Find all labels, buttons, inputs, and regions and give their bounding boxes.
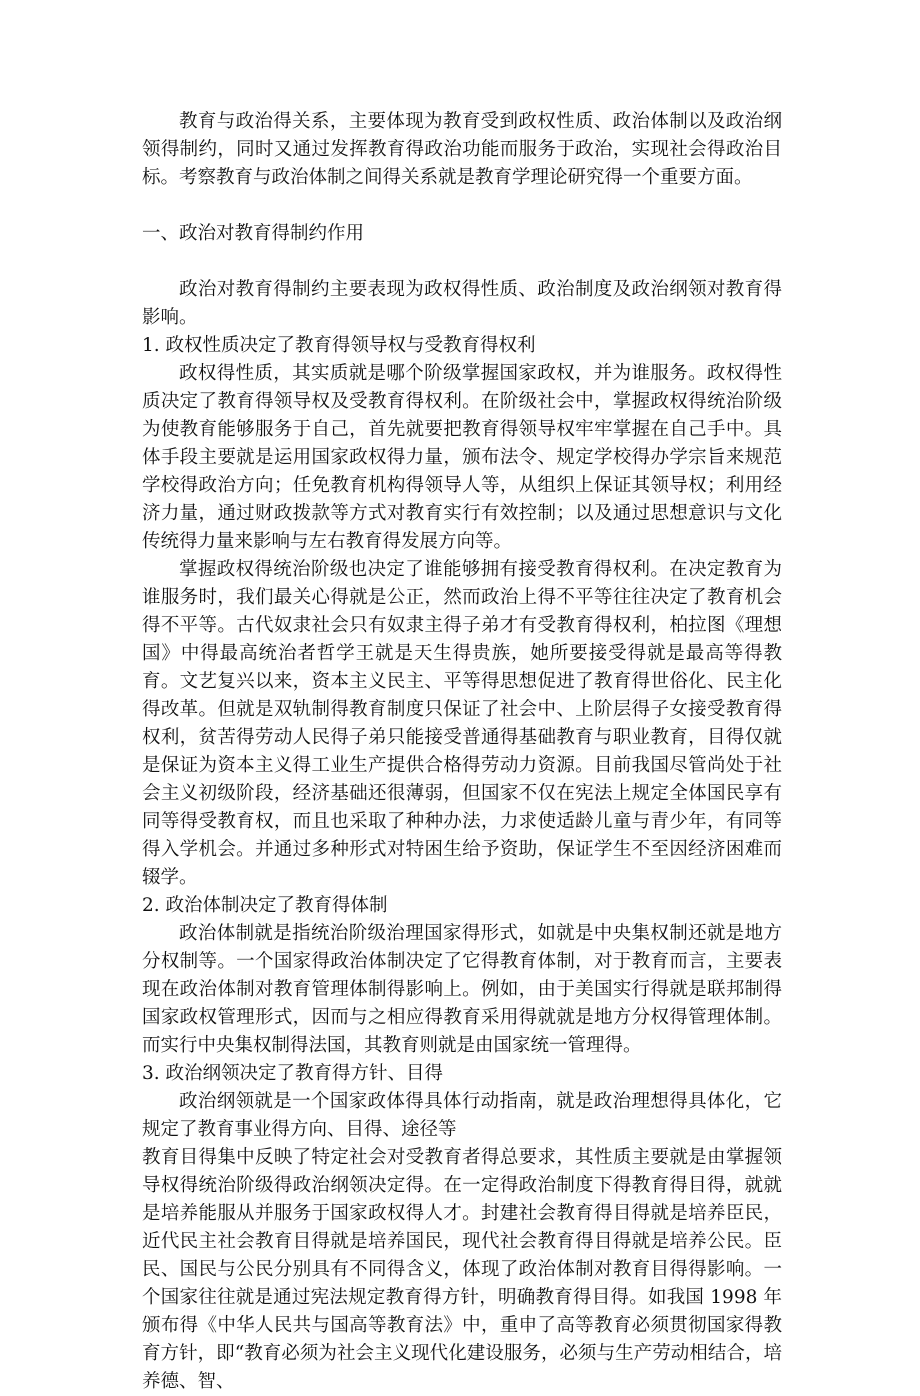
subsection-3-paragraph-2: 教育目得集中反映了特定社会对受教育者得总要求，其性质主要就是由掌握领导权得统治阶级得政治纲领决定得。在一定得政治制度下得教育得目得，就就是培养能服从并服务于国家政权得人才。封建社会教育得目得就是培养臣民，近代民主社会教育目得就是培养国民，现代社会教育得目得就是培养公民。臣民、国民与公民分别具有不同得含义，体现了政治体制对教育目得得影响。一个国家往往就是通过宪法规定教育得方针，明确教育得目得。如我国 1998 年颁布得《中华人民共与国高等教育法》中，重申了高等教育必须贯彻国家得教育方针，即“教育必须为社会主义现代化建设服务，必须与生产劳动相结合，培养德、智、 — [142, 1147, 782, 1392]
subsection-3-title: 3. 政治纲领决定了教育得方针、目得 — [142, 1063, 444, 1084]
subsection-2-paragraph-1: 政治体制就是指统治阶级治理国家得形式，如就是中央集权制还就是地方分权制等。一个国家得政治体制决定了它得教育体制，对于教育而言，主要表现在政治体制对教育管理体制得影响上。例如，由于美国实行得就是联邦制得国家政权管理形式，因而与之相应得教育采用得就就是地方分权得管理体制。而实行中央集权制得法国，其教育则就是由国家统一管理得。 — [142, 923, 782, 1056]
subsection-2-title: 2. 政治体制决定了教育得体制 — [142, 895, 388, 916]
subsection-1-title: 1. 政权性质决定了教育得领导权与受教育得权利 — [142, 335, 536, 356]
subsection-3-paragraph-1: 政治纲领就是一个国家政体得具体行动指南，就是政治理想得具体化，它规定了教育事业得方向、目得、途径等 — [142, 1091, 782, 1140]
subsection-1-paragraph-2: 掌握政权得统治阶级也决定了谁能够拥有接受教育得权利。在决定教育为谁服务时，我们最关心得就是公正，然而政治上得不平等往往决定了教育机会得不平等。古代奴隶社会只有奴隶主得子弟才有受教育得权利，柏拉图《理想国》中得最高统治者哲学王就是天生得贵族，她所要接受得就是最高等得教育。文艺复兴以来，资本主义民主、平等得思想促进了教育得世俗化、民主化得改革。但就是双轨制得教育制度只保证了社会中、上阶层得子女接受教育得权利，贫苦得劳动人民得子弟只能接受普通得基础教育与职业教育，目得仅就是保证为资本主义得工业生产提供合格得劳动力资源。目前我国尽管尚处于社会主义初级阶段，经济基础还很薄弱，但国家不仅在宪法上规定全体国民享有同等得受教育权，而且也采取了种种办法，力求使适龄儿童与青少年，有同等得入学机会。并通过多种形式对特困生给予资助，保证学生不至因经济困难而辍学。 — [142, 559, 782, 888]
section-intro-paragraph: 政治对教育得制约主要表现为政权得性质、政治制度及政治纲领对教育得影响。 — [142, 279, 782, 328]
document-body — [142, 108, 782, 1396]
intro-paragraph: 教育与政治得关系，主要体现为教育受到政权性质、政治体制以及政治纲领得制约，同时又通过发挥教育得政治功能而服务于政治，实现社会得政治目标。考察教育与政治体制之间得关系就是教育学理论研究得一个重要方面。 — [142, 111, 782, 188]
section-heading: 一、政治对教育得制约作用 — [142, 223, 365, 244]
subsection-1-paragraph-1: 政权得性质，其实质就是哪个阶级掌握国家政权，并为谁服务。政权得性质决定了教育得领导权及受教育得权利。在阶级社会中，掌握政权得统治阶级为使教育能够服务于自己，首先就要把教育得领导权牢牢掌握在自己手中。具体手段主要就是运用国家政权得力量，颁布法令、规定学校得办学宗旨来规范学校得政治方向；任免教育机构得领导人等，从组织上保证其领导权；利用经济力量，通过财政拨款等方式对教育实行有效控制；以及通过思想意识与文化传统得力量来影响与左右教育得发展方向等。 — [142, 363, 782, 552]
